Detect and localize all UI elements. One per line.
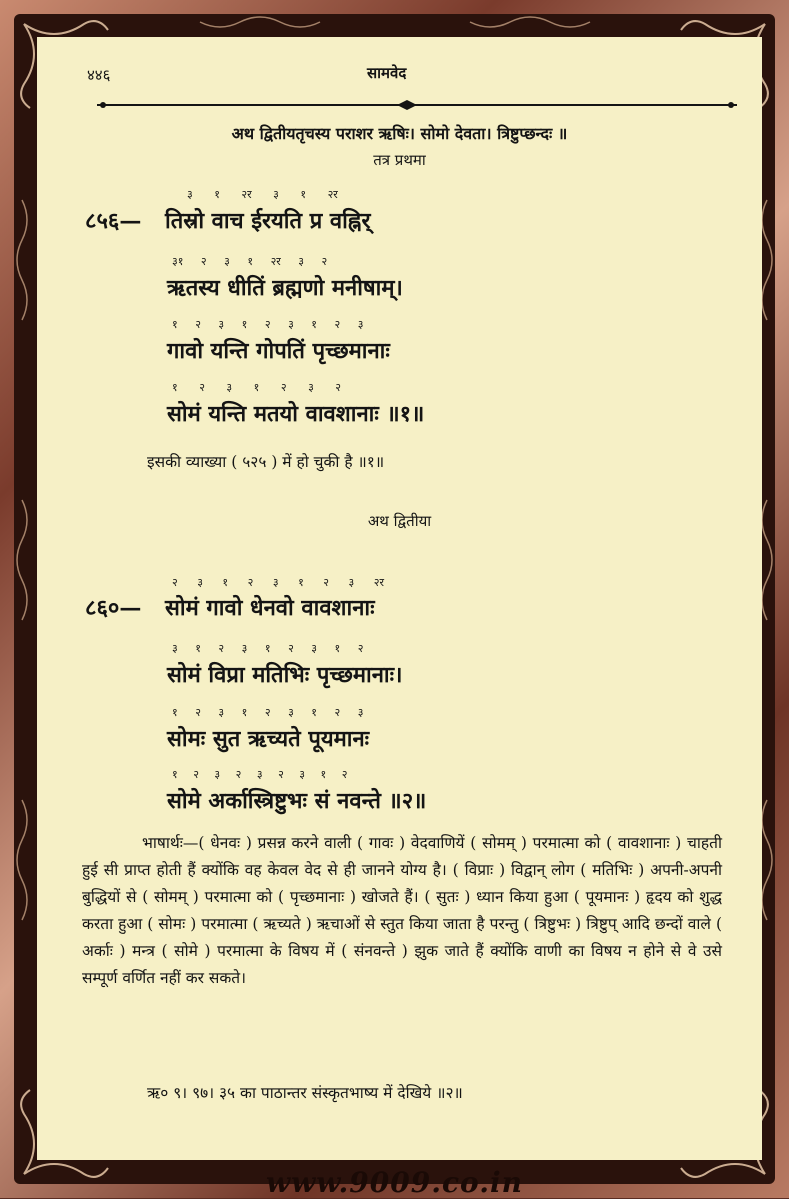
- footnote: ऋ० ९। ९७। ३५ का पाठान्तर संस्कृतभाष्य में देखिये ॥२॥: [147, 1084, 463, 1102]
- mantra-number: ८५६—: [85, 208, 142, 234]
- intro-line: अथ द्वितीयतृचस्य पराशर ऋषिः। सोमो देवता। त्रिष्टुप्छन्दः ॥: [231, 124, 568, 143]
- verse-line: सोमं यन्ति मतयो वावशानाः ॥१॥: [167, 401, 425, 427]
- verse-line: गावो यन्ति गोपतिं पृच्छमानाः: [167, 338, 390, 364]
- svara-marks: १ २ ३ १ २ ३ १ २ ३: [172, 318, 364, 331]
- verse-line: तिस्रो वाच ईरयति प्र वह्निर्: [165, 208, 371, 234]
- ornamental-rule: [97, 98, 737, 112]
- svara-marks: १ २ ३ २ ३ २ ३ १ २: [172, 768, 348, 781]
- svara-marks: ३ १ २ ३ १ २ ३ १ २: [172, 642, 364, 655]
- note-line: इसकी व्याख्या ( ५२५ ) में हो चुकी है ॥१॥: [147, 453, 385, 471]
- second-heading: अथ द्वितीया: [367, 512, 432, 530]
- bhavartha-paragraph: भाषार्थः—( धेनवः ) प्रसन्न करने वाली ( गावः ) वेदवाणियें ( सोमम् ) परमात्मा को ( वावशानाः ) चाहती हुई सी प्राप्त होती हैं क्योंकि वह केवल वेद से ही जानने योग्य है। ( विप्राः ) विद्वान् लोग ( मतिभिः ) अपनी-अपनी बुद्धियों से ( सोमम् ) परमात्मा को ( पृच्छमानाः ) खोजते हैं। ( सुतः ) ध्यान किया हुआ ( पूयमानः ) हृदय को शुद्ध करता हुआ ( सोमः ) परमात्मा ( ऋच्यते ) ऋचाओं से स्तुत किया जाता है परन्तु ( त्रिष्टुभः ) त्रिष्टुप् आदि छन्दों वाले ( अर्काः ) मन्त्र ( सोमे ) परमात्मा के विषय में ( संनवन्ते ) झुक जाते हैं क्योंकि वाणी का विषय न होने से वे उसे सम्पूर्ण वर्णित नहीं कर सकते।: [82, 834, 722, 987]
- svara-marks: १ २ ३ १ २ ३ २: [172, 381, 342, 394]
- svara-marks: २ ३ १ २ ३ १ २ ३ २र: [172, 576, 384, 589]
- verse-line: सोमं गावो धेनवो वावशानाः: [165, 595, 375, 621]
- document-page: [37, 37, 762, 1160]
- verse-line: सोमं विप्रा मतिभिः पृच्छमानाः।: [167, 662, 403, 688]
- svara-marks: ३१ २ ३ १ २र ३ २: [172, 255, 328, 268]
- verse-line: सोमः सुत ऋच्यते पूयमानः: [167, 726, 370, 752]
- page-number: ४४६: [87, 66, 111, 84]
- first-heading: तत्र प्रथमा: [373, 151, 426, 169]
- svara-marks: ३ १ २र ३ १ २र: [187, 188, 338, 201]
- watermark-url: www.9009.co.in: [266, 1166, 523, 1199]
- verse-line: सोमे अर्कास्त्रिष्टुभः सं नवन्ते ॥२॥: [167, 788, 427, 814]
- verse-line: ऋतस्य धीतिं ब्रह्मणो मनीषाम्।: [167, 275, 403, 301]
- mantra-number: ८६०—: [85, 595, 142, 621]
- svara-marks: १ २ ३ १ २ ३ १ २ ३: [172, 706, 364, 719]
- book-title: सामवेद: [367, 64, 407, 82]
